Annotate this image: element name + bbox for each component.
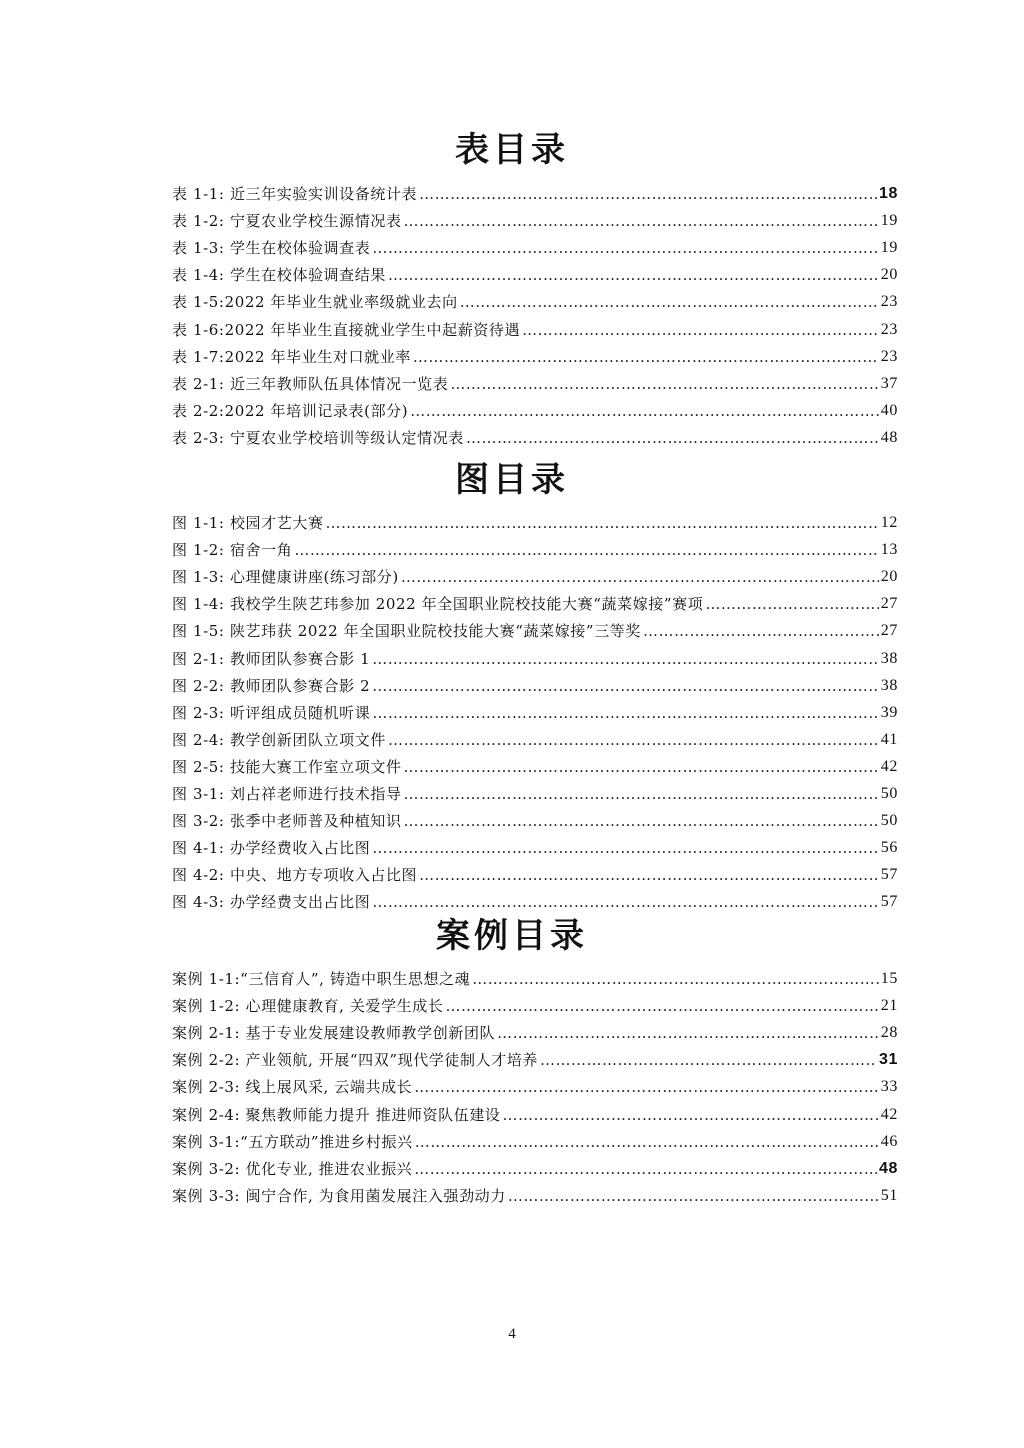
toc-entry-label: 图 2-3: 听评组成员随机听课 — [172, 703, 371, 722]
dot-leader — [497, 1024, 879, 1042]
toc-entry-label: 案例 2-4: 聚焦教师能力提升 推进师资队伍建设 — [172, 1105, 501, 1124]
toc-entry[interactable] — [172, 366, 898, 393]
dot-leader — [503, 1106, 879, 1124]
dot-leader — [466, 429, 879, 447]
toc-entry[interactable] — [172, 1069, 898, 1096]
toc-entry-page: 23 — [880, 347, 898, 365]
toc-entry-page: 12 — [880, 514, 898, 532]
toc-entry[interactable] — [172, 640, 898, 667]
dot-leader — [413, 348, 879, 366]
dot-leader — [372, 893, 878, 911]
toc-entry-page: 50 — [880, 785, 898, 803]
toc-entry[interactable] — [172, 393, 898, 420]
toc-entry-label: 案例 3-2: 优化专业, 推进农业振兴 — [172, 1159, 413, 1178]
toc-entry-page: 15 — [880, 970, 898, 988]
toc-entry[interactable] — [172, 311, 898, 338]
dot-leader — [643, 622, 879, 640]
dot-leader — [326, 514, 879, 532]
toc-entry[interactable] — [172, 722, 898, 749]
dot-leader — [460, 293, 879, 311]
dot-leader — [450, 375, 878, 393]
toc-entry-label: 表 1-2: 宁夏农业学校生源情况表 — [172, 212, 402, 231]
toc-entry-page: 40 — [880, 401, 898, 419]
toc-entry[interactable] — [172, 1178, 898, 1205]
dot-leader — [508, 1187, 879, 1205]
toc-entry-label: 表 2-1: 近三年教师队伍具体情况一览表 — [172, 374, 449, 393]
toc-entry-label: 图 3-2: 张季中老师普及种植知识 — [172, 812, 402, 831]
toc-entry[interactable] — [172, 668, 898, 695]
toc-entry[interactable] — [172, 1015, 898, 1042]
toc-entry[interactable] — [172, 830, 898, 857]
toc-entry-page: 42 — [880, 1105, 898, 1123]
toc-entry-page: 19 — [880, 239, 898, 257]
dot-leader — [415, 1133, 879, 1151]
toc-entry-label: 案例 3-3: 闽宁合作, 为食用菌发展注入强劲动力 — [172, 1186, 506, 1205]
dot-leader — [372, 650, 879, 668]
toc-entry-label: 图 4-2: 中央、地方专项收入占比图 — [172, 866, 418, 885]
toc-entry-label: 案例 2-2: 产业领航, 开展“四双”现代学徒制人才培养 — [172, 1051, 539, 1070]
toc-entry[interactable] — [172, 339, 898, 366]
figures-section-title: 图目录 — [455, 460, 569, 500]
toc-entry-page: 18 — [879, 185, 898, 203]
toc-entry[interactable] — [172, 857, 898, 884]
dot-leader — [388, 731, 879, 749]
toc-entry-label: 表 1-1: 近三年实验实训设备统计表 — [172, 185, 418, 204]
toc-entry-label: 表 1-6:2022 年毕业生直接就业学生中起薪资待遇 — [172, 320, 521, 339]
toc-entry[interactable] — [172, 176, 898, 203]
toc-entry-page: 39 — [880, 703, 898, 721]
toc-entry-page: 28 — [880, 1024, 898, 1042]
dot-leader — [445, 997, 878, 1015]
toc-entry[interactable] — [172, 749, 898, 776]
dot-leader — [404, 758, 879, 776]
cases-section-title: 案例目录 — [436, 916, 588, 956]
dot-leader — [372, 677, 879, 695]
dot-leader — [404, 812, 879, 830]
toc-entry[interactable] — [172, 1042, 898, 1069]
toc-entry-label: 图 1-3: 心理健康讲座(练习部分) — [172, 568, 399, 587]
dot-leader — [540, 1051, 877, 1069]
tables-toc-list — [172, 176, 898, 447]
toc-entry-page: 27 — [880, 622, 898, 640]
toc-entry[interactable] — [172, 505, 898, 532]
dot-leader — [419, 866, 879, 884]
toc-entry-label: 表 2-2:2022 年培训记录表(部分) — [172, 401, 409, 420]
toc-entry-label: 图 1-4: 我校学生陕艺玮参加 2022 年全国职业院校技能大赛“蔬菜嫁接”赛项 — [172, 595, 704, 614]
toc-entry[interactable] — [172, 803, 898, 830]
toc-entry-page: 57 — [880, 866, 898, 884]
toc-entry[interactable] — [172, 961, 898, 988]
toc-entry-page: 46 — [880, 1132, 898, 1150]
toc-entry-page: 20 — [880, 266, 898, 284]
toc-entry-page: 19 — [880, 212, 898, 230]
toc-entry-label: 表 1-7:2022 年毕业生对口就业率 — [172, 347, 411, 366]
toc-entry[interactable] — [172, 988, 898, 1015]
toc-entry[interactable] — [172, 695, 898, 722]
toc-entry[interactable] — [172, 559, 898, 586]
toc-entry-page: 37 — [880, 374, 898, 392]
toc-entry-page: 48 — [880, 428, 898, 446]
toc-entry-label: 案例 2-1: 基于专业发展建设教师教学创新团队 — [172, 1024, 496, 1043]
toc-entry[interactable] — [172, 420, 898, 447]
toc-entry[interactable] — [172, 230, 898, 257]
toc-entry-label: 图 4-3: 办学经费支出占比图 — [172, 893, 371, 912]
toc-entry-page: 13 — [880, 541, 898, 559]
toc-entry-page: 48 — [879, 1159, 898, 1177]
toc-entry-label: 图 2-5: 技能大赛工作室立项文件 — [172, 757, 402, 776]
toc-entry-label: 表 1-4: 学生在校体验调查结果 — [172, 266, 386, 285]
toc-entry-page: 23 — [880, 293, 898, 311]
toc-entry-label: 图 2-1: 教师团队参赛合影 1 — [172, 649, 371, 668]
figures-toc-list — [172, 505, 898, 911]
toc-entry-label: 图 1-1: 校园才艺大赛 — [172, 514, 324, 533]
toc-entry-page: 42 — [880, 757, 898, 775]
toc-entry-label: 图 2-2: 教师团队参赛合影 2 — [172, 676, 371, 695]
dot-leader — [388, 266, 879, 284]
toc-entry-page: 20 — [880, 568, 898, 586]
toc-entry[interactable] — [172, 613, 898, 640]
dot-leader — [372, 239, 878, 257]
toc-entry[interactable] — [172, 776, 898, 803]
dot-leader — [401, 568, 879, 586]
dot-leader — [522, 321, 879, 339]
toc-entry-page: 23 — [880, 320, 898, 338]
toc-entry-page: 41 — [880, 730, 898, 748]
dot-leader — [705, 595, 878, 613]
dot-leader — [414, 1078, 879, 1096]
toc-entry[interactable] — [172, 284, 898, 311]
toc-entry-label: 案例 1-1:“三信育人”, 铸造中职生思想之魂 — [172, 970, 471, 989]
toc-entry-page: 21 — [880, 997, 898, 1015]
toc-entry-label: 图 4-1: 办学经费收入占比图 — [172, 839, 371, 858]
toc-entry-label: 案例 2-3: 线上展风采, 云端共成长 — [172, 1078, 413, 1097]
toc-entry-label: 表 2-3: 宁夏农业学校培训等级认定情况表 — [172, 428, 464, 447]
toc-entry-page: 31 — [879, 1051, 898, 1069]
toc-entry[interactable] — [172, 1151, 898, 1178]
toc-entry-label: 图 1-2: 宿舍一角 — [172, 541, 293, 560]
dot-leader — [404, 212, 879, 230]
dot-leader — [404, 785, 879, 803]
dot-leader — [410, 402, 879, 420]
toc-entry-page: 50 — [880, 812, 898, 830]
toc-entry-page: 57 — [880, 893, 898, 911]
toc-entry[interactable] — [172, 532, 898, 559]
toc-entry[interactable] — [172, 203, 898, 230]
page-number: 4 — [508, 1326, 516, 1342]
toc-entry-page: 56 — [880, 839, 898, 857]
toc-entry-page: 33 — [880, 1078, 898, 1096]
tables-section-title: 表目录 — [455, 130, 569, 170]
toc-entry[interactable] — [172, 257, 898, 284]
toc-entry-page: 38 — [880, 649, 898, 667]
toc-entry-label: 表 1-3: 学生在校体验调查表 — [172, 239, 371, 258]
dot-leader — [472, 970, 879, 988]
dot-leader — [414, 1160, 877, 1178]
toc-entry-page: 51 — [880, 1186, 898, 1204]
toc-entry-label: 图 1-5: 陕艺玮获 2022 年全国职业院校技能大赛“蔬菜嫁接”三等奖 — [172, 622, 641, 641]
dot-leader — [372, 704, 878, 722]
toc-entry-page: 27 — [880, 595, 898, 613]
toc-entry[interactable] — [172, 1096, 898, 1123]
toc-entry-label: 图 2-4: 教学创新团队立项文件 — [172, 730, 386, 749]
toc-entry-page: 38 — [880, 676, 898, 694]
dot-leader — [372, 839, 878, 857]
toc-entry[interactable] — [172, 586, 898, 613]
toc-entry-label: 表 1-5:2022 年毕业生就业率级就业去向 — [172, 293, 458, 312]
cases-toc-list — [172, 961, 898, 1205]
toc-entry[interactable] — [172, 884, 898, 911]
dot-leader — [294, 541, 878, 559]
toc-entry-label: 案例 1-2: 心理健康教育, 关爱学生成长 — [172, 997, 444, 1016]
toc-entry[interactable] — [172, 1124, 898, 1151]
dot-leader — [419, 185, 877, 203]
toc-entry-label: 图 3-1: 刘占祥老师进行技术指导 — [172, 785, 402, 804]
toc-entry-label: 案例 3-1:“五方联动”推进乡村振兴 — [172, 1132, 413, 1151]
